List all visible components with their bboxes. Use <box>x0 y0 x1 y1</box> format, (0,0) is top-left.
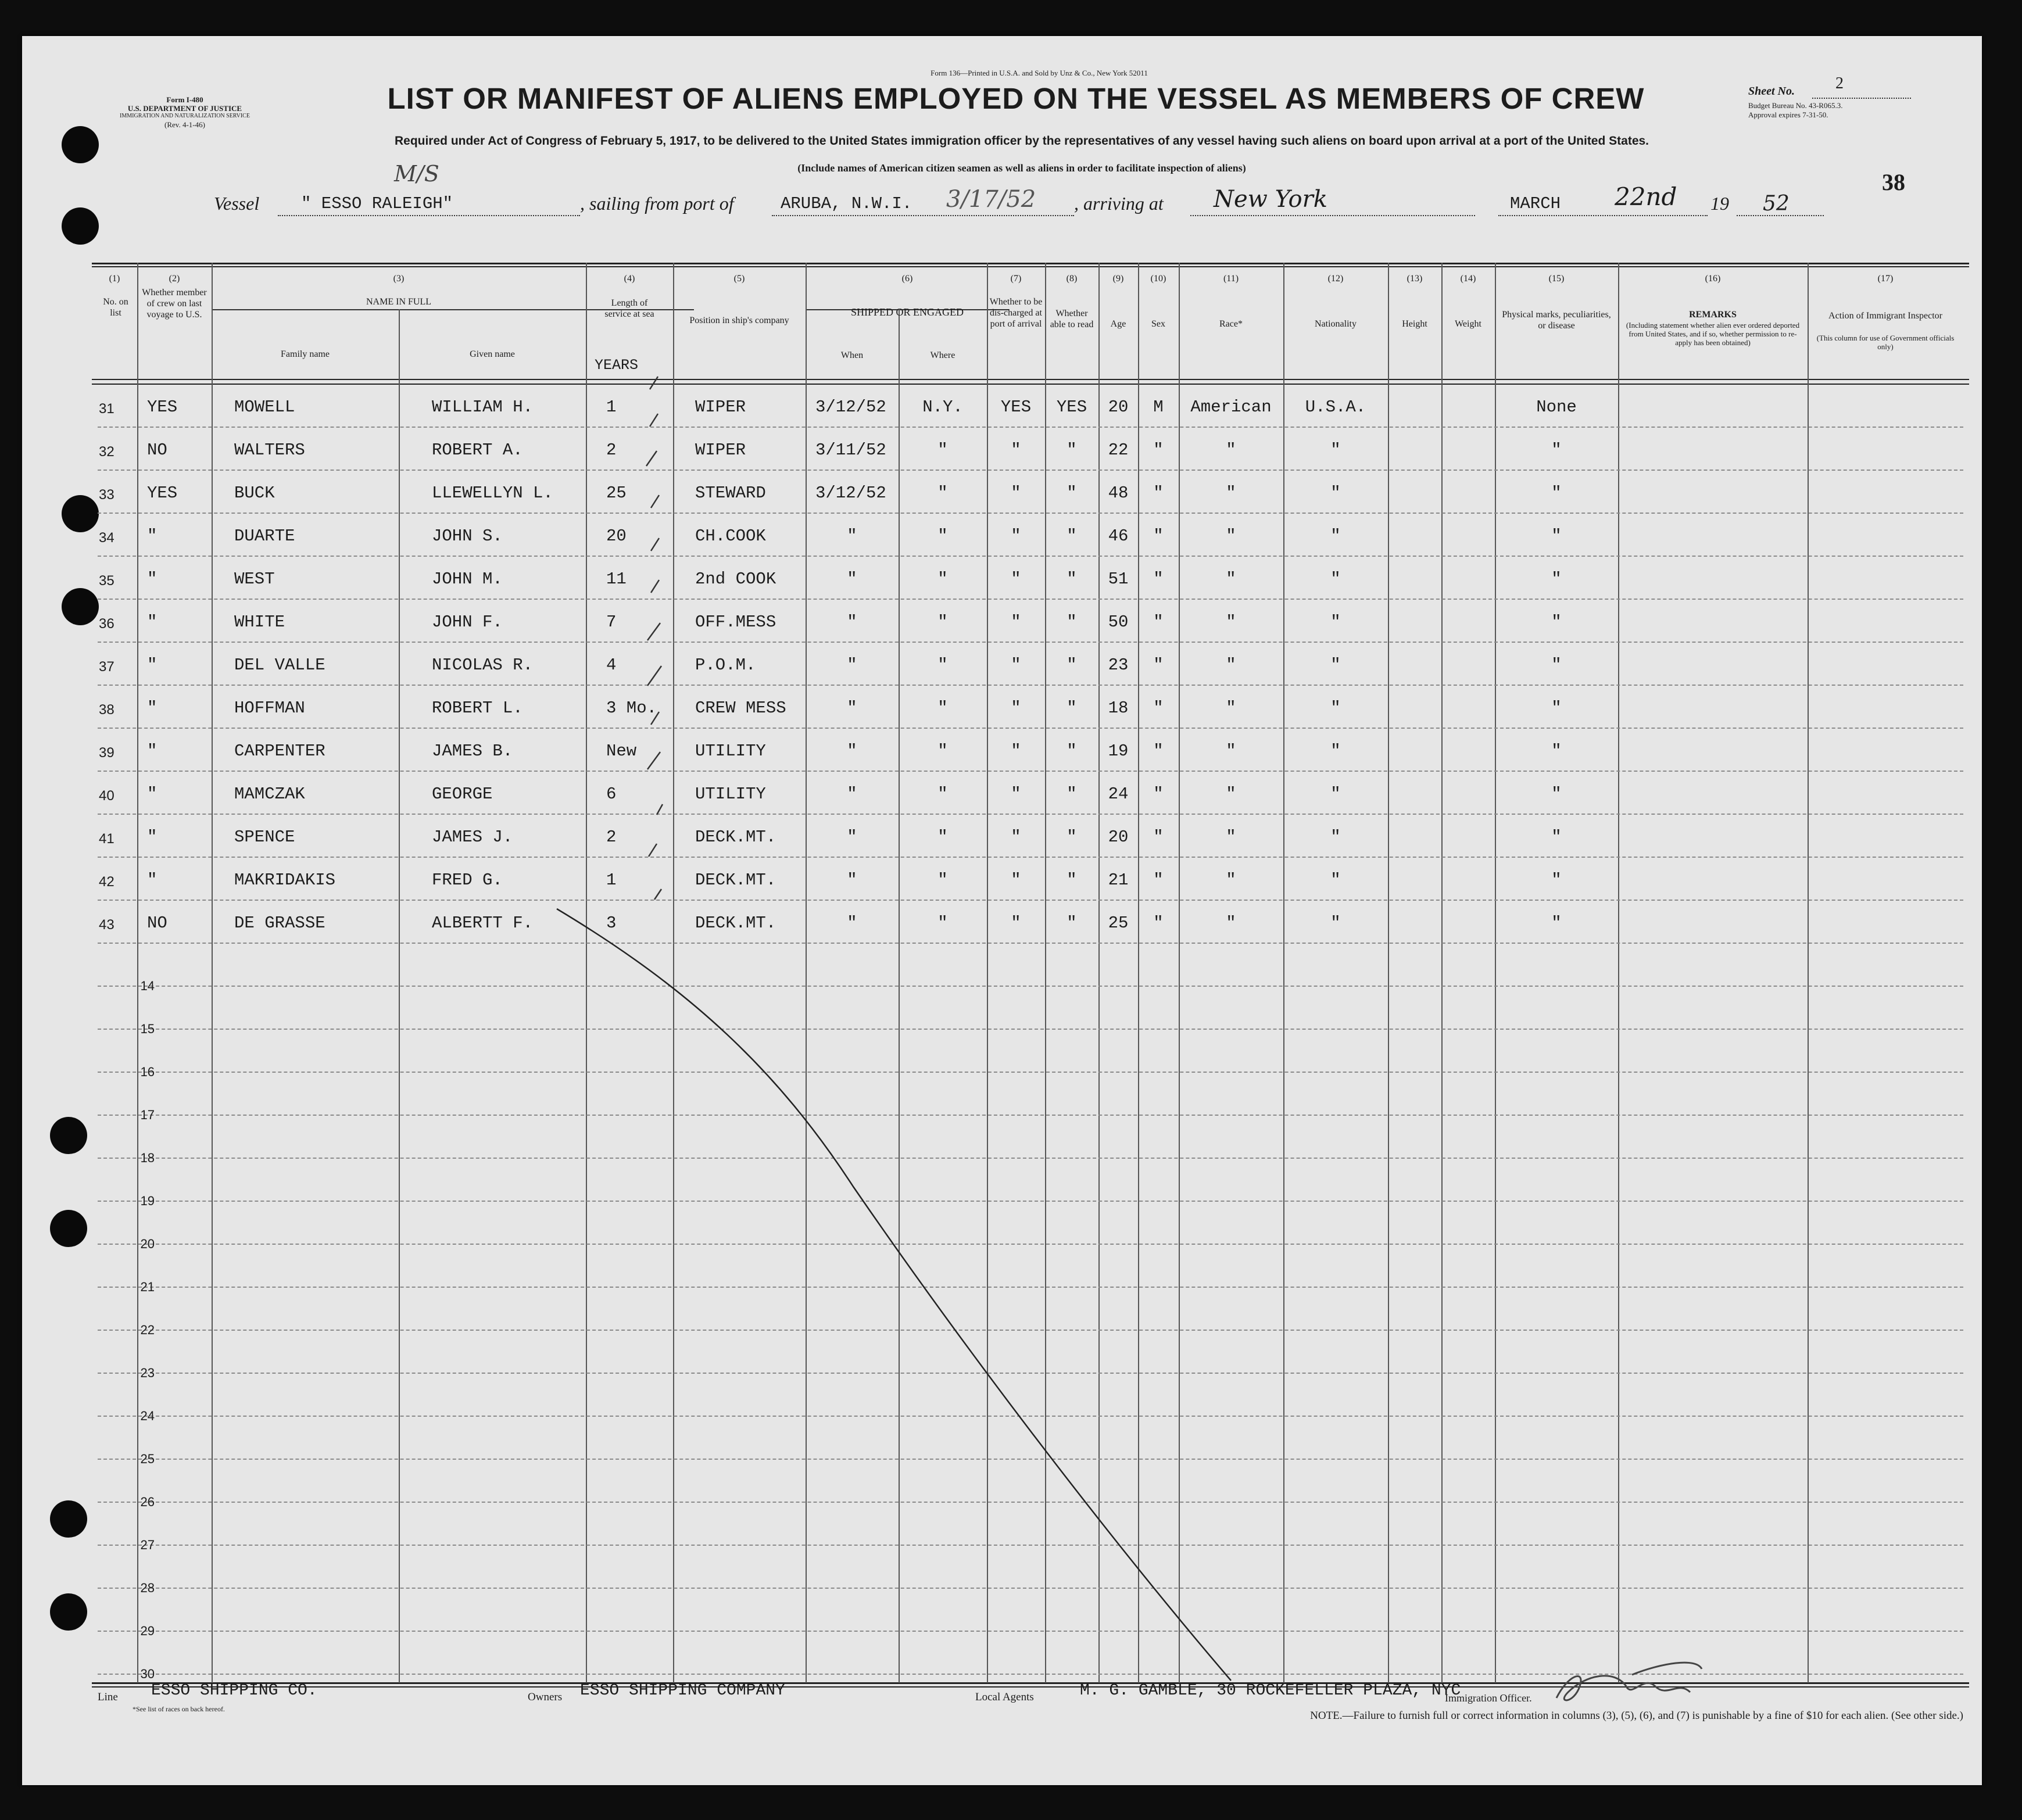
nationality: " <box>1330 741 1341 761</box>
col7-number: (7) <box>1010 274 1022 284</box>
col3-header: NAME IN FULL <box>366 297 431 307</box>
line-label: Line <box>98 1691 118 1703</box>
arrival-day: 22nd <box>1615 182 1677 211</box>
family-name: DE GRASSE <box>234 913 325 933</box>
sex: " <box>1153 612 1164 632</box>
shipped-where: " <box>937 655 948 675</box>
physical-marks: " <box>1551 612 1562 632</box>
race: " <box>1226 569 1236 589</box>
col15-number: (15) <box>1548 274 1565 284</box>
age: 46 <box>1108 526 1129 546</box>
race: " <box>1226 483 1236 503</box>
discharged: " <box>1011 741 1021 761</box>
races-note: *See list of races on back hereof. <box>133 1705 225 1713</box>
arriving-port: New York <box>1214 186 1327 213</box>
sailing-label: , sailing from port of <box>580 193 734 214</box>
blank-row-number: 14 <box>140 979 155 993</box>
footer-note: NOTE.—Failure to furnish full or correct information in columns (3), (5), (6), and (7) is punishable by a fine of $10 for each alien. (See other side.) <box>1310 1710 1963 1722</box>
col17-subheader: (This column for use of Government officials only) <box>1816 334 1955 351</box>
position: 2nd COOK <box>695 569 776 589</box>
col5-header: Position in ship's company <box>689 316 789 325</box>
position: OFF.MESS <box>695 612 776 632</box>
discharged: " <box>1011 827 1021 847</box>
given-name: ALBERTT F. <box>432 913 534 933</box>
years-at-sea: 7 <box>606 612 617 632</box>
row-number: 40 <box>99 788 114 804</box>
nationality: " <box>1330 440 1341 460</box>
col2-header: Whether member of crew on last voyage to U.S. <box>142 288 207 320</box>
sex: " <box>1153 784 1164 804</box>
position: P.O.M. <box>695 655 756 675</box>
nationality: " <box>1330 870 1341 890</box>
agents-label: Local Agents <box>975 1691 1034 1703</box>
blank-row-number: 25 <box>140 1452 155 1466</box>
shipped-when: " <box>847 784 857 804</box>
col13-number: (13) <box>1407 274 1423 284</box>
able-to-read: YES <box>1056 397 1087 417</box>
arriving-label: , arriving at <box>1074 193 1164 214</box>
able-to-read: " <box>1067 655 1077 675</box>
shipped-when: " <box>847 526 857 546</box>
row-number: 43 <box>99 917 114 933</box>
shipped-where: " <box>937 698 948 718</box>
approval-expiry: Approval expires 7-31-50. <box>1748 110 1828 119</box>
sailing-date: 3/17/52 <box>946 186 1036 213</box>
nationality: " <box>1330 612 1341 632</box>
col17-header: Action of Immigrant Inspector <box>1828 311 1942 321</box>
shipped-when: 3/12/52 <box>815 397 886 417</box>
col9-header: Age <box>1110 319 1126 329</box>
col3-given-header: Given name <box>470 349 515 359</box>
given-name: LLEWELLYN L. <box>432 483 553 503</box>
race: " <box>1226 870 1236 890</box>
row-number: 39 <box>99 745 114 761</box>
last-voyage: " <box>147 827 158 847</box>
line-value: ESSO SHIPPING CO. <box>151 1682 317 1700</box>
printer-note: Form 136—Printed in U.S.A. and Sold by Unz & Co., New York 52011 <box>931 69 1148 77</box>
given-name: GEORGE <box>432 784 493 804</box>
nationality: " <box>1330 483 1341 503</box>
sex: " <box>1153 655 1164 675</box>
last-voyage: NO <box>147 913 167 933</box>
years-at-sea: 11 <box>606 569 627 589</box>
shipped-where: " <box>937 784 948 804</box>
race: " <box>1226 440 1236 460</box>
physical-marks: " <box>1551 526 1562 546</box>
nationality: " <box>1330 913 1341 933</box>
position: UTILITY <box>695 741 766 761</box>
owners-value: ESSO SHIPPING COMPANY <box>580 1682 785 1700</box>
race: American <box>1190 397 1272 417</box>
family-name: HOFFMAN <box>234 698 305 718</box>
shipped-when: " <box>847 612 857 632</box>
shipped-where: " <box>937 483 948 503</box>
row-number: 36 <box>99 616 114 632</box>
col2-number: (2) <box>169 274 180 284</box>
col3-family-header: Family name <box>281 349 330 359</box>
nationality: " <box>1330 526 1341 546</box>
sex: " <box>1153 526 1164 546</box>
race: " <box>1226 913 1236 933</box>
last-voyage: " <box>147 526 158 546</box>
manifest-sheet <box>22 36 1982 1785</box>
position: DECK.MT. <box>695 870 776 890</box>
year-prefix: 19 <box>1710 193 1729 214</box>
subtitle: Required under Act of Congress of February 5, 1917, to be delivered to the United States immigration officer by the representatives of any vessel having such aliens on board upon arrival at a port of the United States. <box>394 134 1649 148</box>
nationality: " <box>1330 569 1341 589</box>
sheet-label: Sheet No. <box>1748 85 1795 98</box>
sailing-port: ARUBA, N.W.I. <box>781 194 912 213</box>
age: 22 <box>1108 440 1129 460</box>
age: 20 <box>1108 827 1129 847</box>
blank-row-number: 22 <box>140 1323 155 1337</box>
physical-marks: " <box>1551 655 1562 675</box>
years-at-sea: 4 <box>606 655 617 675</box>
blank-row-number: 21 <box>140 1280 155 1294</box>
blank-row-number: 27 <box>140 1538 155 1552</box>
years-at-sea: 1 <box>606 870 617 890</box>
nationality: U.S.A. <box>1305 397 1366 417</box>
position: CREW MESS <box>695 698 786 718</box>
nationality: " <box>1330 655 1341 675</box>
able-to-read: " <box>1067 612 1077 632</box>
last-voyage: " <box>147 741 158 761</box>
shipped-where: " <box>937 870 948 890</box>
blank-row-number: 20 <box>140 1237 155 1251</box>
vessel-annotation: M/S <box>394 161 439 187</box>
sex: " <box>1153 741 1164 761</box>
position: STEWARD <box>695 483 766 503</box>
given-name: FRED G. <box>432 870 503 890</box>
page-number: 38 <box>1882 169 1905 195</box>
able-to-read: " <box>1067 870 1077 890</box>
col12-header: Nationality <box>1315 319 1357 329</box>
family-name: SPENCE <box>234 827 295 847</box>
years-at-sea: 2 <box>606 827 617 847</box>
years-at-sea: 1 <box>606 397 617 417</box>
col6-where-header: Where <box>930 350 955 360</box>
owners-label: Owners <box>528 1691 563 1703</box>
sex: " <box>1153 698 1164 718</box>
shipped-when: " <box>847 655 857 675</box>
shipped-where: " <box>937 569 948 589</box>
col15-header: Physical marks, peculiarities, or disease <box>1502 310 1611 331</box>
col5-number: (5) <box>733 274 745 284</box>
col3-number: (3) <box>393 274 405 284</box>
shipped-when: " <box>847 569 857 589</box>
cancellation-line <box>22 36 1982 1785</box>
blank-row-number: 19 <box>140 1194 155 1208</box>
row-number: 33 <box>99 487 114 503</box>
able-to-read: " <box>1067 569 1077 589</box>
row-number: 41 <box>99 831 114 847</box>
race: " <box>1226 784 1236 804</box>
age: 50 <box>1108 612 1129 632</box>
col4-unit: YEARS <box>595 357 639 374</box>
col7-header: Whether to be dis-charged at port of arrival <box>989 297 1043 329</box>
row-number: 35 <box>99 573 114 589</box>
subnote: (Include names of American citizen seamen as well as aliens in order to facilitate inspection of aliens) <box>797 162 1246 174</box>
blank-row-number: 26 <box>140 1495 155 1509</box>
arrival-month: MARCH <box>1510 194 1561 213</box>
able-to-read: " <box>1067 913 1077 933</box>
years-at-sea: 6 <box>606 784 617 804</box>
row-number: 32 <box>99 444 114 460</box>
race: " <box>1226 526 1236 546</box>
race: " <box>1226 612 1236 632</box>
shipped-where: N.Y. <box>922 397 963 417</box>
row-number: 37 <box>99 659 114 675</box>
discharged: " <box>1011 698 1021 718</box>
years-at-sea: 2 <box>606 440 617 460</box>
blank-row-number: 28 <box>140 1581 155 1595</box>
shipped-where: " <box>937 440 948 460</box>
blank-row-number: 15 <box>140 1022 155 1036</box>
able-to-read: " <box>1067 827 1077 847</box>
shipped-when: " <box>847 698 857 718</box>
nationality: " <box>1330 784 1341 804</box>
officer-label: Immigration Officer. <box>1445 1692 1532 1704</box>
physical-marks: " <box>1551 440 1562 460</box>
last-voyage: " <box>147 870 158 890</box>
last-voyage: " <box>147 698 158 718</box>
col10-number: (10) <box>1150 274 1166 284</box>
agents-value: M. G. GAMBLE, 30 ROCKEFELLER PLAZA, NYC <box>1080 1682 1461 1700</box>
col1-header: No. on list <box>103 297 128 318</box>
shipped-when: " <box>847 913 857 933</box>
col6-header: SHIPPED OR ENGAGED <box>850 306 964 318</box>
physical-marks: " <box>1551 870 1562 890</box>
position: WIPER <box>695 397 746 417</box>
position: DECK.MT. <box>695 827 776 847</box>
physical-marks: " <box>1551 913 1562 933</box>
discharged: " <box>1011 913 1021 933</box>
family-name: DUARTE <box>234 526 295 546</box>
family-name: WEST <box>234 569 275 589</box>
position: CH.COOK <box>695 526 766 546</box>
officer-signature <box>1545 1651 1719 1715</box>
blank-row-number: 29 <box>140 1624 155 1638</box>
race: " <box>1226 655 1236 675</box>
position: UTILITY <box>695 784 766 804</box>
given-name: JAMES J. <box>432 827 513 847</box>
age: 19 <box>1108 741 1129 761</box>
blank-row-number: 16 <box>140 1065 155 1079</box>
family-name: MAKRIDAKIS <box>234 870 336 890</box>
able-to-read: " <box>1067 483 1077 503</box>
blank-row-number: 30 <box>140 1667 155 1681</box>
last-voyage: NO <box>147 440 167 460</box>
discharged: " <box>1011 870 1021 890</box>
budget-number: Budget Bureau No. 43-R065.3. <box>1748 101 1843 110</box>
able-to-read: " <box>1067 526 1077 546</box>
age: 21 <box>1108 870 1129 890</box>
department: U.S. DEPARTMENT OF JUSTICE <box>127 104 242 113</box>
sex: " <box>1153 827 1164 847</box>
given-name: NICOLAS R. <box>432 655 534 675</box>
nationality: " <box>1330 827 1341 847</box>
col11-header: Race* <box>1219 319 1243 329</box>
shipped-when: 3/11/52 <box>815 440 886 460</box>
able-to-read: " <box>1067 440 1077 460</box>
row-number: 42 <box>99 874 114 890</box>
shipped-when: 3/12/52 <box>815 483 886 503</box>
race: " <box>1226 741 1236 761</box>
race: " <box>1226 698 1236 718</box>
family-name: BUCK <box>234 483 275 503</box>
race: " <box>1226 827 1236 847</box>
row-number: 31 <box>99 401 114 417</box>
last-voyage: " <box>147 612 158 632</box>
col8-header: Whether able to read <box>1050 309 1094 329</box>
sex: " <box>1153 483 1164 503</box>
shipped-when: " <box>847 827 857 847</box>
family-name: MOWELL <box>234 397 295 417</box>
last-voyage: YES <box>147 483 178 503</box>
years-at-sea: New <box>606 741 637 761</box>
shipped-when: " <box>847 741 857 761</box>
physical-marks: " <box>1551 741 1562 761</box>
col11-number: (11) <box>1223 274 1239 284</box>
able-to-read: " <box>1067 784 1077 804</box>
given-name: ROBERT L. <box>432 698 523 718</box>
vessel-name: " ESSO RALEIGH" <box>301 194 453 213</box>
family-name: WALTERS <box>234 440 305 460</box>
age: 18 <box>1108 698 1129 718</box>
shipped-where: " <box>937 827 948 847</box>
shipped-where: " <box>937 913 948 933</box>
able-to-read: " <box>1067 698 1077 718</box>
col6-number: (6) <box>901 274 913 284</box>
years-at-sea: 20 <box>606 526 627 546</box>
shipped-where: " <box>937 741 948 761</box>
last-voyage: " <box>147 784 158 804</box>
discharged: " <box>1011 569 1021 589</box>
col14-header: Weight <box>1455 319 1481 329</box>
nationality: " <box>1330 698 1341 718</box>
shipped-when: " <box>847 870 857 890</box>
col4-header: Length of service at sea <box>604 298 654 319</box>
col16-header: REMARKS <box>1689 310 1737 320</box>
shipped-where: " <box>937 526 948 546</box>
blank-row-number: 17 <box>140 1108 155 1122</box>
sheet-number: 2 <box>1835 74 1844 92</box>
sex: " <box>1153 440 1164 460</box>
col17-number: (17) <box>1877 274 1894 284</box>
col13-header: Height <box>1402 319 1427 329</box>
last-voyage: YES <box>147 397 178 417</box>
discharged: " <box>1011 612 1021 632</box>
col16-number: (16) <box>1705 274 1721 284</box>
years-at-sea: 25 <box>606 483 627 503</box>
age: 20 <box>1108 397 1129 417</box>
given-name: JOHN S. <box>432 526 503 546</box>
discharged: " <box>1011 483 1021 503</box>
able-to-read: " <box>1067 741 1077 761</box>
family-name: WHITE <box>234 612 285 632</box>
age: 48 <box>1108 483 1129 503</box>
position: DECK.MT. <box>695 913 776 933</box>
col8-number: (8) <box>1066 274 1078 284</box>
row-number: 34 <box>99 530 114 546</box>
family-name: MAMCZAK <box>234 784 305 804</box>
physical-marks: " <box>1551 483 1562 503</box>
physical-marks: None <box>1536 397 1577 417</box>
vessel-label: Vessel <box>214 193 260 214</box>
position: WIPER <box>695 440 746 460</box>
family-name: CARPENTER <box>234 741 325 761</box>
col16-subheader: (Including statement whether alien ever ordered deported from United States, and if so, whether permission to re-apply has been obtained) <box>1626 321 1800 347</box>
blank-row-number: 18 <box>140 1151 155 1165</box>
col9-number: (9) <box>1112 274 1124 284</box>
sex: " <box>1153 569 1164 589</box>
given-name: WILLIAM H. <box>432 397 534 417</box>
sex: " <box>1153 870 1164 890</box>
col1-number: (1) <box>109 274 120 284</box>
blank-row-number: 23 <box>140 1366 155 1380</box>
col4-number: (4) <box>624 274 635 284</box>
col12-number: (12) <box>1327 274 1344 284</box>
physical-marks: " <box>1551 698 1562 718</box>
discharged: " <box>1011 655 1021 675</box>
discharged: " <box>1011 526 1021 546</box>
last-voyage: " <box>147 569 158 589</box>
form-id: Form I-480 <box>166 95 203 104</box>
age: 23 <box>1108 655 1129 675</box>
given-name: JAMES B. <box>432 741 513 761</box>
age: 25 <box>1108 913 1129 933</box>
arrival-year: 52 <box>1763 192 1790 216</box>
page-title: LIST OR MANIFEST OF ALIENS EMPLOYED ON THE VESSEL AS MEMBERS OF CREW <box>387 82 1645 115</box>
discharged: " <box>1011 784 1021 804</box>
years-at-sea: 3 Mo. <box>606 698 657 718</box>
shipped-where: " <box>937 612 948 632</box>
family-name: DEL VALLE <box>234 655 325 675</box>
sex: " <box>1153 913 1164 933</box>
col10-header: Sex <box>1151 319 1165 329</box>
age: 24 <box>1108 784 1129 804</box>
given-name: JOHN M. <box>432 569 503 589</box>
physical-marks: " <box>1551 569 1562 589</box>
physical-marks: " <box>1551 827 1562 847</box>
discharged: YES <box>1000 397 1032 417</box>
service: IMMIGRATION AND NATURALIZATION SERVICE <box>120 113 250 119</box>
row-number: 38 <box>99 702 114 718</box>
col6-when-header: When <box>840 350 864 360</box>
sex: M <box>1153 397 1164 417</box>
physical-marks: " <box>1551 784 1562 804</box>
discharged: " <box>1011 440 1021 460</box>
check-marks <box>646 377 663 900</box>
given-name: ROBERT A. <box>432 440 523 460</box>
given-name: JOHN F. <box>432 612 503 632</box>
years-at-sea: 3 <box>606 913 617 933</box>
last-voyage: " <box>147 655 158 675</box>
col14-number: (14) <box>1460 274 1476 284</box>
blank-row-number: 24 <box>140 1409 155 1423</box>
age: 51 <box>1108 569 1129 589</box>
revision: (Rev. 4-1-46) <box>164 120 205 129</box>
